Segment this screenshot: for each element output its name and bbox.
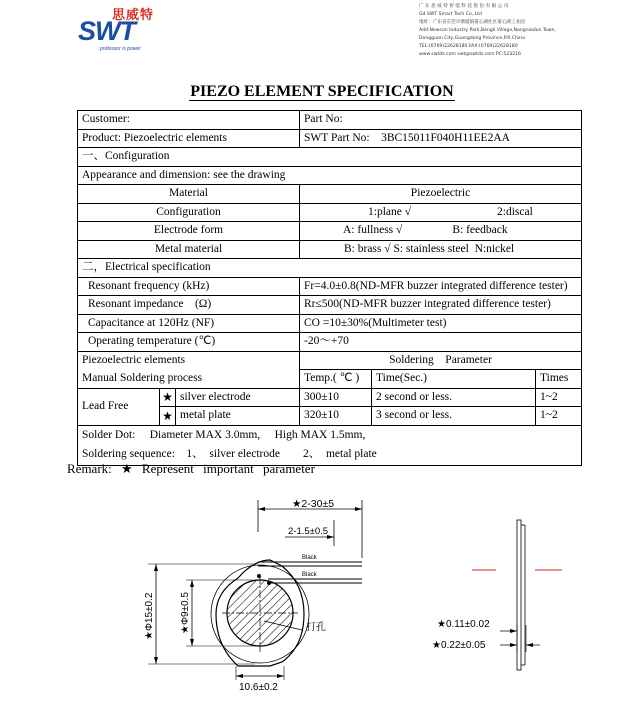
logo-tagline: professor is power — [100, 46, 141, 52]
page-title — [0, 83, 644, 101]
table-row — [78, 148, 582, 167]
configuration-label: Configuration — [78, 203, 300, 222]
operating-temp-label: Operating temperature (℃) — [78, 333, 300, 352]
table-row — [78, 240, 582, 259]
metal-option-brass: B: brass — [344, 242, 382, 255]
table-row — [78, 333, 582, 352]
company-line: Dongguan City,Guangdong Province,P.R.China — [419, 36, 525, 41]
silver-electrode-times: 1~2 — [536, 388, 582, 407]
silver-electrode-label: silver electrode — [176, 388, 300, 407]
company-line: 广 东 思 威 特 智 能 科 技 股 份 有 限 公 司 — [419, 4, 509, 9]
dim-total-label: ★0.22±0.05 — [432, 640, 486, 651]
soldering-parameter-heading: Soldering Parameter — [300, 351, 582, 370]
metal-plate-time: 3 second or less. — [372, 407, 536, 426]
logo-chinese-name: 思威特 — [112, 8, 155, 23]
table-row — [78, 370, 582, 389]
material-label: Material — [78, 185, 300, 204]
table-row — [78, 129, 582, 148]
table-row — [78, 203, 582, 222]
table-row — [78, 185, 582, 204]
company-logo — [74, 4, 184, 52]
dimension-strip — [285, 520, 334, 546]
table-row — [78, 222, 582, 241]
config-option-discal: 2:discal — [497, 205, 533, 218]
dim-top-label: ★2-30±5 — [292, 498, 335, 510]
swt-part-label: SWT Part No: — [304, 131, 370, 144]
dim-outer-label: ★Φ15±0.2 — [144, 592, 155, 640]
electrode-option-fullness: A: fullness — [343, 224, 394, 236]
silver-electrode-temp: 300±10 — [300, 388, 372, 407]
lead-free-label: Lead Free — [78, 388, 160, 425]
wire-label-1: Black — [302, 555, 317, 561]
section-configuration: 一、Configuration — [78, 148, 582, 167]
temp-column-header: Temp.( ℃ ) — [300, 370, 372, 389]
hole-label: 打孔 — [306, 622, 326, 633]
product-cell: Product: Piezoelectric elements — [78, 129, 300, 148]
table-row — [78, 166, 582, 185]
spec-table — [77, 110, 582, 466]
side-view — [432, 520, 562, 670]
operating-temp-value: -20～+70 — [300, 333, 582, 352]
resonant-frequency-label: Resonant frequency (kHz) — [78, 277, 300, 296]
lead-wires — [258, 555, 362, 583]
company-address-block — [419, 3, 556, 59]
metal-value — [300, 240, 582, 259]
manual-soldering-label: Manual Soldering process — [78, 370, 300, 389]
technical-drawing — [0, 480, 644, 701]
dim-strip-label: 2-1.5±0.5 — [288, 526, 329, 537]
swt-part-value: 3BC15011F040H11EE2AA — [381, 131, 510, 144]
company-line: TEL:(0769)22628180 FAX:(0769)22628180 — [419, 44, 518, 49]
solder-sequence-cell: Soldering sequence: 1、 silver electrode 2、 metal plate — [78, 445, 582, 465]
material-value: Piezoelectric — [300, 185, 582, 204]
part-no-cell: Part No: — [300, 111, 582, 130]
check-mark: √ — [396, 224, 403, 236]
times-column-header: Times — [536, 370, 582, 389]
wire-label-2: Black — [302, 572, 317, 578]
star-icon: ★ — [160, 407, 176, 426]
capacitance-value: CO =10±30%(Multimeter test) — [300, 314, 582, 333]
dim-inner-label: ★Φ9±0.5 — [180, 592, 191, 634]
company-line: Add:Newcon Industry Park,Bengli Village,Nangniadun Town, — [419, 28, 556, 33]
piezo-element-outline — [211, 560, 309, 666]
logo-wordmark: SWT — [78, 16, 135, 46]
metal-plate-temp: 320±10 — [300, 407, 372, 426]
table-row — [78, 425, 582, 445]
star-icon: ★ — [160, 388, 176, 407]
table-row — [78, 388, 582, 407]
resonant-impedance-value: Rr≤500(ND-MFR buzzer integrated difference tester) — [300, 296, 582, 315]
swt-part-cell — [300, 129, 582, 148]
config-option-plane: 1:plane — [368, 205, 402, 218]
capacitance-label: Capacitance at 120Hz (NF) — [78, 314, 300, 333]
table-row — [78, 277, 582, 296]
check-mark: √ — [384, 242, 391, 255]
metal-plate-times: 1~2 — [536, 407, 582, 426]
table-row — [78, 296, 582, 315]
metal-option-stainless: S: stainless steel — [393, 242, 469, 255]
table-row — [78, 259, 582, 278]
resonant-frequency-value: Fr=4.0±0.8(ND-MFR buzzer integrated difference tester) — [300, 277, 582, 296]
dimension-flat-width — [236, 666, 284, 693]
time-column-header: Time(Sec.) — [372, 370, 536, 389]
resonant-impedance-label: Resonant impedance (Ω) — [78, 296, 300, 315]
table-row — [78, 314, 582, 333]
metal-plate-label: metal plate — [176, 407, 300, 426]
solder-dot-cell: Solder Dot: Diameter MAX 3.0mm, High MAX 1.5mm, — [78, 425, 582, 445]
check-mark: √ — [404, 205, 412, 218]
electrode-label: Electrode form — [78, 222, 300, 241]
company-line: Gd SWT Smart Tech Co.,Ltd — [419, 12, 482, 17]
remark-text: Remark: ★ Represent important parameter — [67, 461, 315, 476]
configuration-value — [300, 203, 582, 222]
metal-option-nickel: N:nickel — [474, 242, 515, 255]
table-row — [78, 111, 582, 130]
customer-cell: Customer: — [78, 111, 300, 130]
appearance-cell: Appearance and dimension: see the drawing — [78, 166, 582, 185]
electrode-value — [300, 222, 582, 241]
table-row — [78, 351, 582, 370]
section-electrical: 二，Electrical specification — [78, 259, 582, 278]
company-line: 地址：广东省东莞市塘厦镇莆心湖社区莆心湖工业园 — [419, 20, 525, 25]
piezo-elements-label: Piezoelectric elements — [78, 351, 300, 370]
silver-electrode-time: 2 second or less. — [372, 388, 536, 407]
page-title-text: PIEZO ELEMENT SPECIFICATION — [190, 83, 454, 100]
electrode-option-feedback: B: feedback — [452, 224, 508, 236]
dim-bottom-label: 10.6±0.2 — [239, 682, 278, 693]
company-line: www.swtdz.com swt@swtdz.com PC:523216 — [419, 52, 521, 57]
metal-label: Metal material — [78, 240, 300, 259]
dim-thin-label: ★0.11±0.02 — [437, 619, 490, 630]
